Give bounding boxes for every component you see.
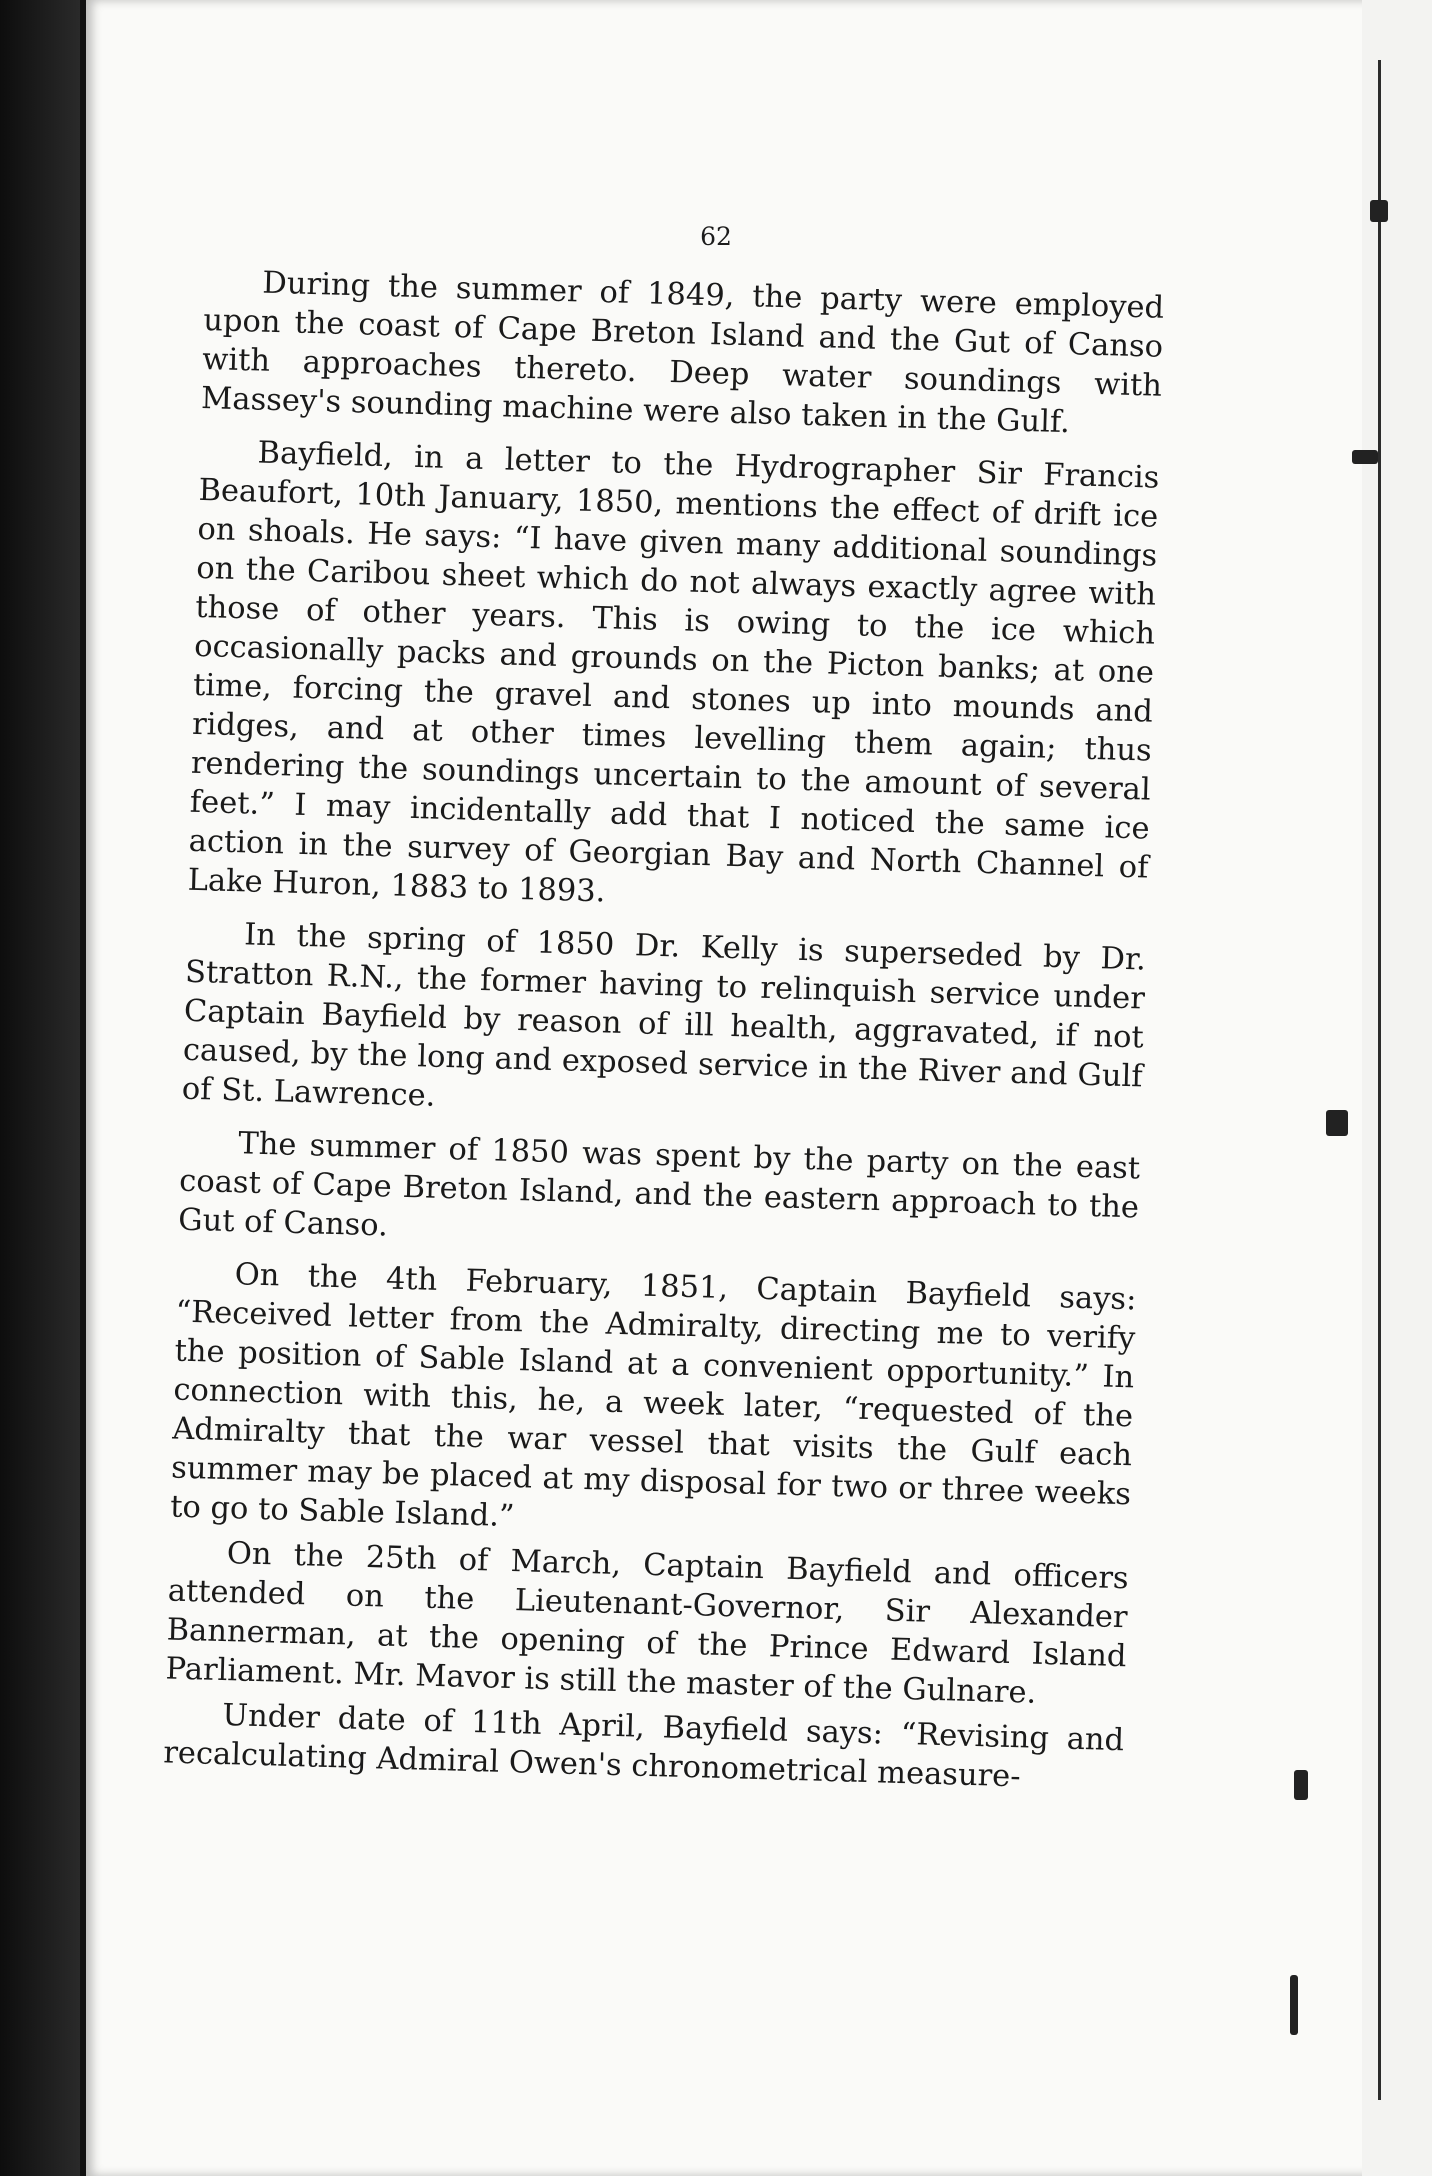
binding-mark [1370, 200, 1388, 222]
page-right-margin [1362, 0, 1432, 2176]
body-text [163, 262, 1165, 1805]
binding-mark [1326, 1110, 1348, 1136]
book-spine-shadow [0, 0, 80, 2176]
paragraph: Under date of 11th April, Bayfield says: “Revising and recalculating Admiral Owen's chronometrical measure- [162, 1698, 1125, 1795]
paragraph: During the summer of 1849, the party were employed upon the coast of Cape Breton Island and the Gut of Canso with approaches thereto. Deep water soundings with Massey's sounding machine were also taken in the Gulf. [200, 265, 1165, 441]
paragraph: On the 25th of March, Captain Bayfield and officers attended on the Lieutenant-Governor, Sir Alexander Bannerman, at the opening of the Prince Edward Island Parliament. Mr. Mavor is still the master of the Gulnare. [165, 1536, 1130, 1711]
paragraph: In the spring of 1850 Dr. Kelly is superseded by Dr. Stratton R.N., the former having to relinquish service under Captain Bayfield by reason of ill health, aggravated, if not caused, by the long and exposed service in the River and Gulf of St. Lawrence. [181, 917, 1147, 1114]
binding-mark [1290, 1975, 1298, 2035]
paragraph: The summer of 1850 was spent by the party on the east coast of Cape Breton Island, and the eastern approach to the Gut of Canso. [177, 1126, 1141, 1244]
page-number: 62 [700, 222, 732, 251]
binding-mark [1294, 1770, 1308, 1800]
paragraph: Bayfield, in a letter to the Hydrographer Sir Francis Beaufort, 10th January, 1850, mentions the effect of drift ice on shoals. He says: “I have given many additional soundings on the Caribou sheet which do not always exactly agree with those of other years. This is owing to the ice which occasionally packs and grounds on the Picton banks; at one time, forcing the gravel and stones up into mounds and ridges, and at other times levelling them again; thus rendering the soundings uncertain to the amount of several feet.” I may incidentally add that I noticed the same ice action in the survey of Georgian Bay and North Channel of Lake Huron, 1883 to 1893. [187, 435, 1160, 910]
binding-mark [1352, 450, 1378, 464]
paragraph: On the 4th February, 1851, Captain Bayfield says: “Received letter from the Admiralty, directing me to verify the position of Sable Island at a convenient opportunity.” In connection with this, he, a week later, “requested of the Admiralty that the war vessel that visits the Gulf each summer may be placed at my disposal for two or three weeks to go to Sable Island.” [169, 1257, 1137, 1535]
binding-edge-line [1378, 60, 1381, 2100]
